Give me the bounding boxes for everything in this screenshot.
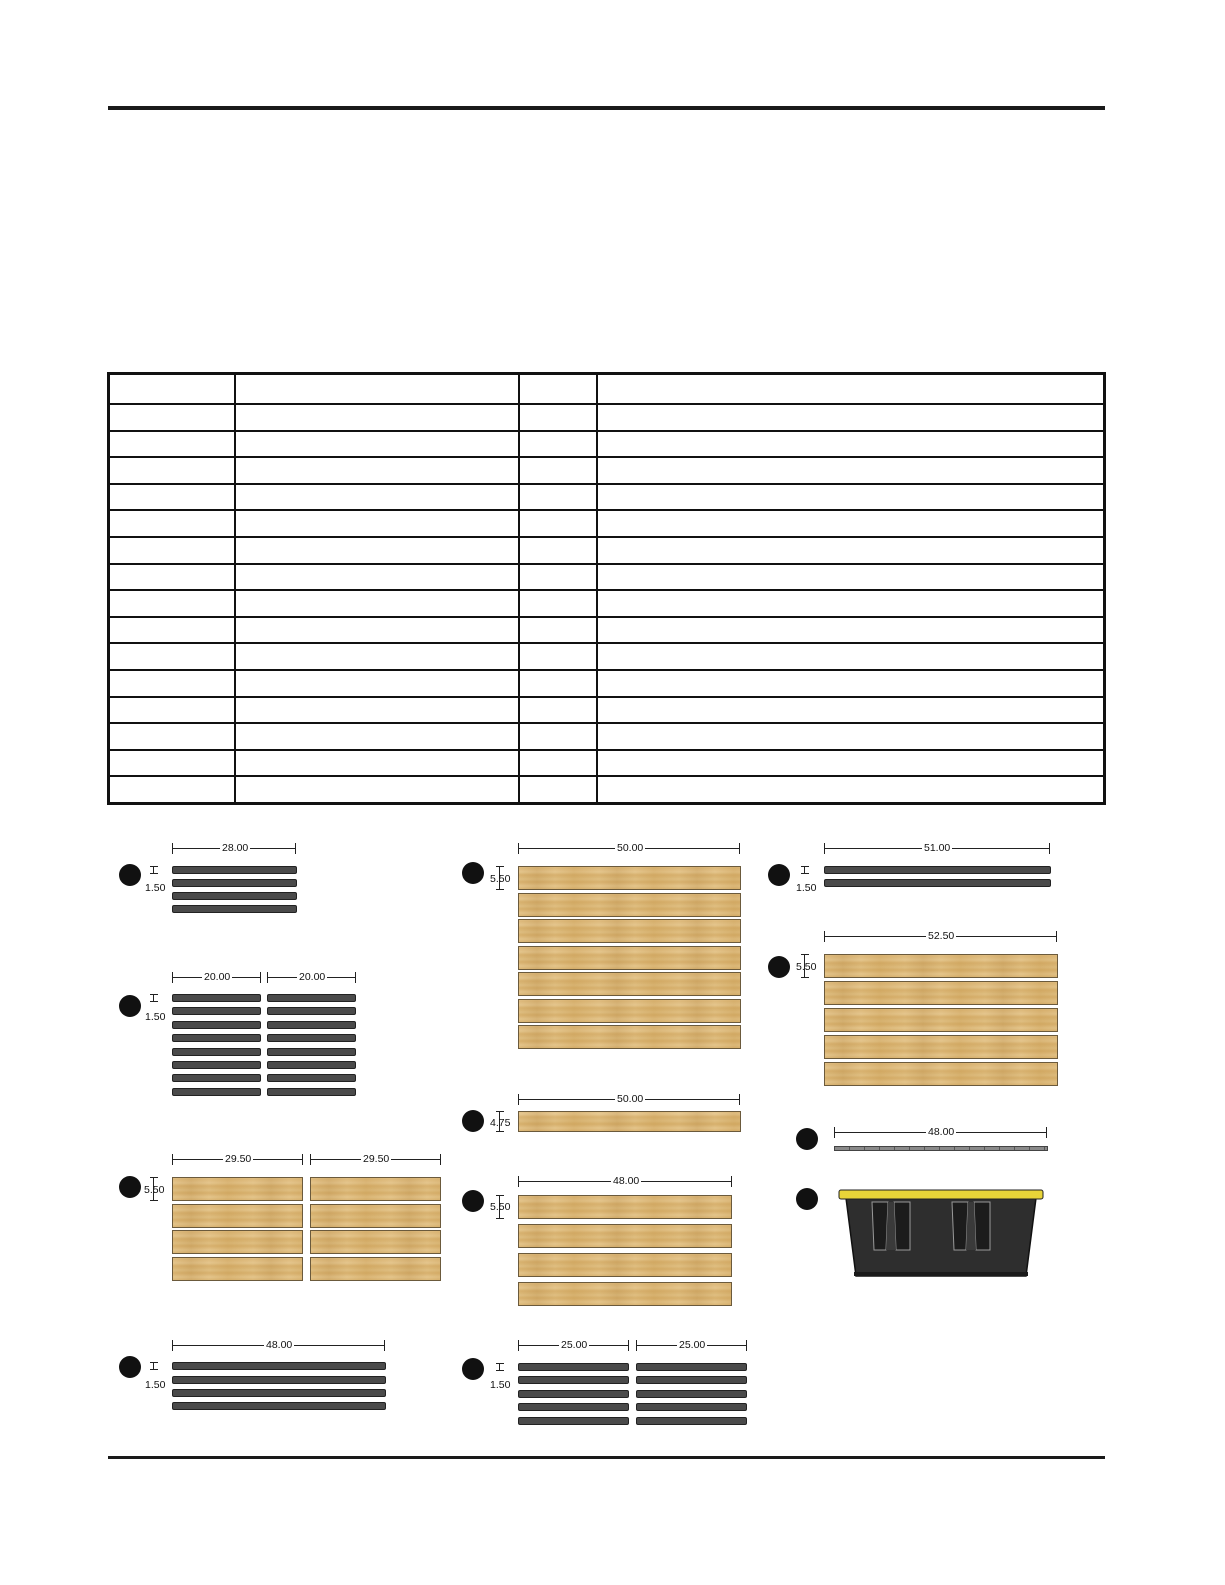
board <box>518 1363 629 1371</box>
table-cell <box>519 404 597 431</box>
table-cell <box>519 697 597 724</box>
board <box>172 1389 386 1397</box>
dim-line-vertical <box>153 994 154 1002</box>
table-cell <box>519 457 597 484</box>
table-row <box>109 564 1105 591</box>
table-cell <box>109 537 235 564</box>
part-marker <box>119 1356 141 1378</box>
table-cell <box>109 697 235 724</box>
dim-label: 1.50 <box>796 882 817 894</box>
board <box>518 1390 629 1398</box>
board <box>636 1376 747 1384</box>
plank <box>518 1282 732 1306</box>
board <box>636 1390 747 1398</box>
table-row <box>109 670 1105 697</box>
table-row <box>109 590 1105 617</box>
plank <box>824 1008 1058 1032</box>
plank <box>310 1257 441 1281</box>
table-cell <box>597 537 1105 564</box>
table-cell <box>597 750 1105 777</box>
plank <box>172 1177 303 1201</box>
table-cell <box>597 590 1105 617</box>
plank <box>824 1062 1058 1086</box>
plank <box>518 1111 741 1132</box>
part-marker <box>119 864 141 886</box>
table-cell <box>235 697 519 724</box>
top-rule <box>108 106 1105 110</box>
table-cell <box>235 537 519 564</box>
plank <box>310 1230 441 1254</box>
dim-label: 1.50 <box>145 1379 166 1391</box>
board <box>518 1376 629 1384</box>
dim-label: 25.00 <box>679 1339 706 1351</box>
table-cell <box>235 617 519 644</box>
table-cell <box>519 537 597 564</box>
table-cell <box>109 670 235 697</box>
table-cell <box>519 564 597 591</box>
plank <box>172 1257 303 1281</box>
table-cell <box>519 617 597 644</box>
board <box>172 1074 261 1082</box>
part-marker <box>119 995 141 1017</box>
plank <box>824 981 1058 1005</box>
table-cell <box>235 723 519 750</box>
dim-label: 1.50 <box>490 1379 511 1391</box>
table-cell <box>109 617 235 644</box>
dim-label: 48.00 <box>613 1175 640 1187</box>
table-cell <box>109 457 235 484</box>
storage-tote-icon <box>838 1188 1044 1280</box>
plank <box>518 972 741 996</box>
plank <box>824 954 1058 978</box>
dim-label: 48.00 <box>266 1339 293 1351</box>
table-cell <box>519 510 597 537</box>
board <box>172 1021 261 1029</box>
table-cell <box>597 564 1105 591</box>
table-row <box>109 537 1105 564</box>
board <box>172 994 261 1002</box>
table-cell <box>235 750 519 777</box>
board <box>172 905 297 913</box>
table-row <box>109 750 1105 777</box>
plank <box>310 1204 441 1228</box>
table-cell <box>519 484 597 511</box>
table-cell <box>235 643 519 670</box>
plank <box>518 919 741 943</box>
board <box>172 1007 261 1015</box>
board <box>267 1007 356 1015</box>
board <box>267 1074 356 1082</box>
board <box>636 1403 747 1411</box>
board <box>172 892 297 900</box>
table-row <box>109 776 1105 803</box>
dim-line-vertical <box>153 866 154 874</box>
table-cell <box>519 750 597 777</box>
table-cell <box>109 643 235 670</box>
dim-label: 51.00 <box>924 842 951 854</box>
dim-label: 48.00 <box>928 1126 955 1138</box>
table-cell <box>597 484 1105 511</box>
table-header-row <box>109 374 1105 405</box>
table-cell <box>235 431 519 458</box>
dim-label: 5.50 <box>796 961 817 973</box>
board <box>172 1362 386 1370</box>
board <box>636 1363 747 1371</box>
table-cell <box>597 776 1105 803</box>
table-cell <box>235 564 519 591</box>
board <box>172 1402 386 1410</box>
table-cell <box>235 670 519 697</box>
table-row <box>109 723 1105 750</box>
board <box>518 1403 629 1411</box>
board <box>172 1034 261 1042</box>
table-cell <box>109 723 235 750</box>
table-cell <box>519 643 597 670</box>
table-cell <box>597 457 1105 484</box>
plank <box>310 1177 441 1201</box>
board <box>267 994 356 1002</box>
dim-label: 5.50 <box>490 873 511 885</box>
plank <box>518 1025 741 1049</box>
board <box>172 1048 261 1056</box>
dim-line-vertical <box>499 1363 500 1371</box>
table-cell <box>109 750 235 777</box>
dim-label: 50.00 <box>617 1093 644 1105</box>
board <box>518 1417 629 1425</box>
board <box>267 1088 356 1096</box>
board <box>172 866 297 874</box>
table-cell <box>597 404 1105 431</box>
board <box>172 879 297 887</box>
part-marker <box>462 1190 484 1212</box>
board <box>267 1048 356 1056</box>
plank <box>824 1035 1058 1059</box>
table-row <box>109 697 1105 724</box>
table-cell <box>235 484 519 511</box>
part-marker <box>462 1358 484 1380</box>
board <box>824 866 1051 874</box>
board <box>172 1088 261 1096</box>
table-cell <box>519 431 597 458</box>
board <box>267 1061 356 1069</box>
table-row <box>109 457 1105 484</box>
board <box>267 1034 356 1042</box>
table-cell <box>109 404 235 431</box>
plank <box>518 946 741 970</box>
dim-label: 20.00 <box>204 971 231 983</box>
table-cell <box>235 776 519 803</box>
part-marker <box>119 1176 141 1198</box>
dim-line-vertical <box>804 866 805 874</box>
dim-line-vertical <box>153 1362 154 1370</box>
dim-label: 29.50 <box>225 1153 252 1165</box>
part-marker <box>768 864 790 886</box>
table-row <box>109 510 1105 537</box>
part-marker <box>796 1188 818 1210</box>
part-marker <box>462 1110 484 1132</box>
dim-label: 5.50 <box>490 1201 511 1213</box>
table-cell <box>597 697 1105 724</box>
dim-label: 50.00 <box>617 842 644 854</box>
table-row <box>109 404 1105 431</box>
bottom-rule <box>108 1456 1105 1459</box>
table-cell <box>597 643 1105 670</box>
plank <box>172 1230 303 1254</box>
plank <box>518 999 741 1023</box>
table-cell <box>597 723 1105 750</box>
table-cell <box>597 617 1105 644</box>
table-cell <box>109 484 235 511</box>
dim-label: 25.00 <box>561 1339 588 1351</box>
part-marker <box>768 956 790 978</box>
board <box>172 1061 261 1069</box>
table-cell <box>519 590 597 617</box>
table-row <box>109 617 1105 644</box>
table-cell <box>109 564 235 591</box>
board <box>824 879 1051 887</box>
table-cell <box>519 776 597 803</box>
table-row <box>109 643 1105 670</box>
dim-label: 1.50 <box>145 882 166 894</box>
table-cell <box>519 723 597 750</box>
table-cell <box>597 431 1105 458</box>
plank <box>172 1204 303 1228</box>
table-cell <box>597 670 1105 697</box>
table-row <box>109 431 1105 458</box>
table-cell <box>235 404 519 431</box>
table-cell <box>235 457 519 484</box>
board <box>636 1417 747 1425</box>
board <box>267 1021 356 1029</box>
board <box>172 1376 386 1384</box>
plank <box>518 866 741 890</box>
dim-label: 52.50 <box>928 930 955 942</box>
strip <box>834 1146 1048 1151</box>
table-cell <box>109 590 235 617</box>
table-row <box>109 484 1105 511</box>
table-cell <box>235 510 519 537</box>
dim-label: 20.00 <box>299 971 326 983</box>
plank <box>518 1224 732 1248</box>
dim-label: 29.50 <box>363 1153 390 1165</box>
dim-label: 1.50 <box>145 1011 166 1023</box>
table-cell <box>235 590 519 617</box>
part-marker <box>796 1128 818 1150</box>
table-cell <box>109 776 235 803</box>
table-cell <box>519 670 597 697</box>
dim-label: 4.75 <box>490 1117 511 1129</box>
table-cell <box>597 510 1105 537</box>
plank <box>518 1195 732 1219</box>
plank <box>518 1253 732 1277</box>
cut-list-table <box>107 372 1106 805</box>
table-cell <box>109 431 235 458</box>
dim-label: 28.00 <box>222 842 249 854</box>
plank <box>518 893 741 917</box>
dim-label: 5.50 <box>144 1184 165 1196</box>
table-cell <box>109 510 235 537</box>
part-marker <box>462 862 484 884</box>
